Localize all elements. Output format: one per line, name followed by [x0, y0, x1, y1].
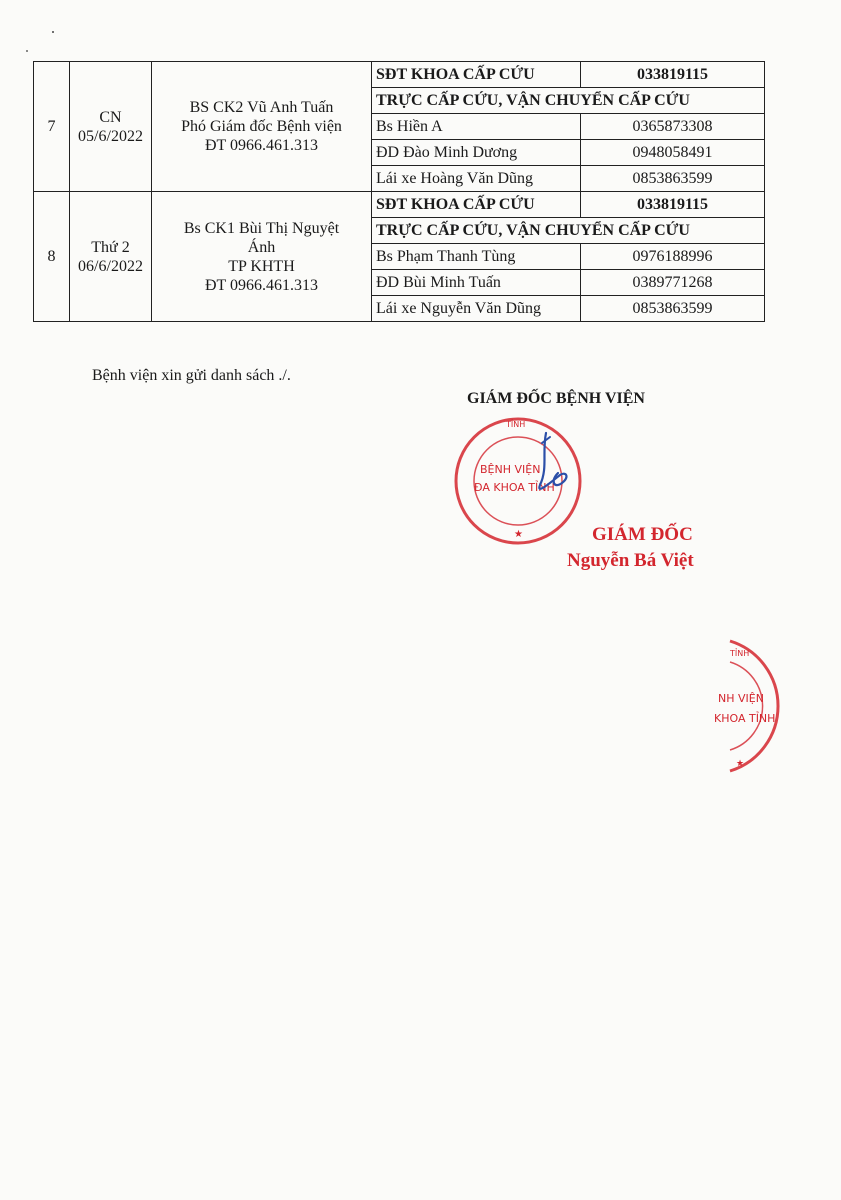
stamp-top-text: TỈNH: [506, 420, 526, 429]
hospital-stamp: [450, 413, 590, 553]
row-number: 7: [34, 62, 70, 192]
signer-role: GIÁM ĐỐC: [592, 524, 693, 545]
hotline-label: SĐT KHOA CẤP CỨU: [372, 192, 581, 218]
row-number: 8: [34, 192, 70, 322]
page-seal: [700, 636, 820, 776]
staff-phone: 0853863599: [581, 166, 765, 192]
hotline-label: SĐT KHOA CẤP CỨU: [372, 62, 581, 88]
staff-name: Lái xe Hoàng Văn Dũng: [372, 166, 581, 192]
svg-text:★: ★: [514, 529, 523, 540]
staff-phone: 0365873308: [581, 114, 765, 140]
scan-speck: [26, 50, 28, 52]
scan-speck: [52, 31, 54, 33]
on-duty-leader: [152, 62, 372, 192]
on-duty-leader: [152, 192, 372, 322]
seal-line-1: NH VIỆN: [718, 692, 764, 705]
day-date: 05/6/2022: [78, 127, 143, 145]
table-row: [34, 62, 765, 88]
staff-name: Bs Hiền A: [372, 114, 581, 140]
duty-day: [70, 62, 152, 192]
table-row: [34, 192, 765, 218]
staff-name: Lái xe Nguyễn Văn Dũng: [372, 296, 581, 322]
seal-line-2: KHOA TỈNH: [714, 712, 776, 725]
svg-text:TỈNH: TỈNH: [730, 649, 750, 658]
signer-name: Nguyễn Bá Việt: [567, 550, 694, 571]
staff-name: ĐD Đào Minh Dương: [372, 140, 581, 166]
staff-phone: 0976188996: [581, 244, 765, 270]
leader-line: Ánh: [247, 238, 276, 256]
section-label: TRỰC CẤP CỨU, VẬN CHUYỂN CẤP CỨU: [372, 218, 765, 244]
leader-line: ĐT 0966.461.313: [204, 137, 319, 154]
duty-schedule-table: [33, 61, 765, 322]
signature-title: GIÁM ĐỐC BỆNH VIỆN: [467, 390, 645, 407]
stamp-line-1: BỆNH VIỆN: [480, 463, 541, 476]
section-label: TRỰC CẤP CỨU, VẬN CHUYỂN CẤP CỨU: [372, 88, 765, 114]
hotline-number: 033819115: [581, 192, 765, 218]
day-name: CN: [99, 108, 122, 126]
closing-sentence: Bệnh viện xin gửi danh sách ./.: [92, 367, 291, 384]
staff-name: Bs Phạm Thanh Tùng: [372, 244, 581, 270]
staff-name: ĐD Bùi Minh Tuấn: [372, 270, 581, 296]
stamp-line-2: ĐA KHOA TỈNH: [474, 481, 555, 494]
staff-phone: 0389771268: [581, 270, 765, 296]
svg-text:★: ★: [736, 759, 745, 769]
leader-line: BS CK2 Vũ Anh Tuấn: [189, 99, 334, 116]
leader-line: ĐT 0966.461.313: [204, 276, 319, 294]
staff-phone: 0853863599: [581, 296, 765, 322]
hotline-number: 033819115: [581, 62, 765, 88]
leader-line: Phó Giám đốc Bệnh viện: [181, 118, 342, 135]
day-date: 06/6/2022: [78, 257, 143, 275]
leader-line: Bs CK1 Bùi Thị Nguyệt: [183, 219, 340, 237]
staff-phone: 0948058491: [581, 140, 765, 166]
day-name: Thứ 2: [91, 238, 130, 256]
duty-day: [70, 192, 152, 322]
leader-line: TP KHTH: [228, 257, 295, 275]
